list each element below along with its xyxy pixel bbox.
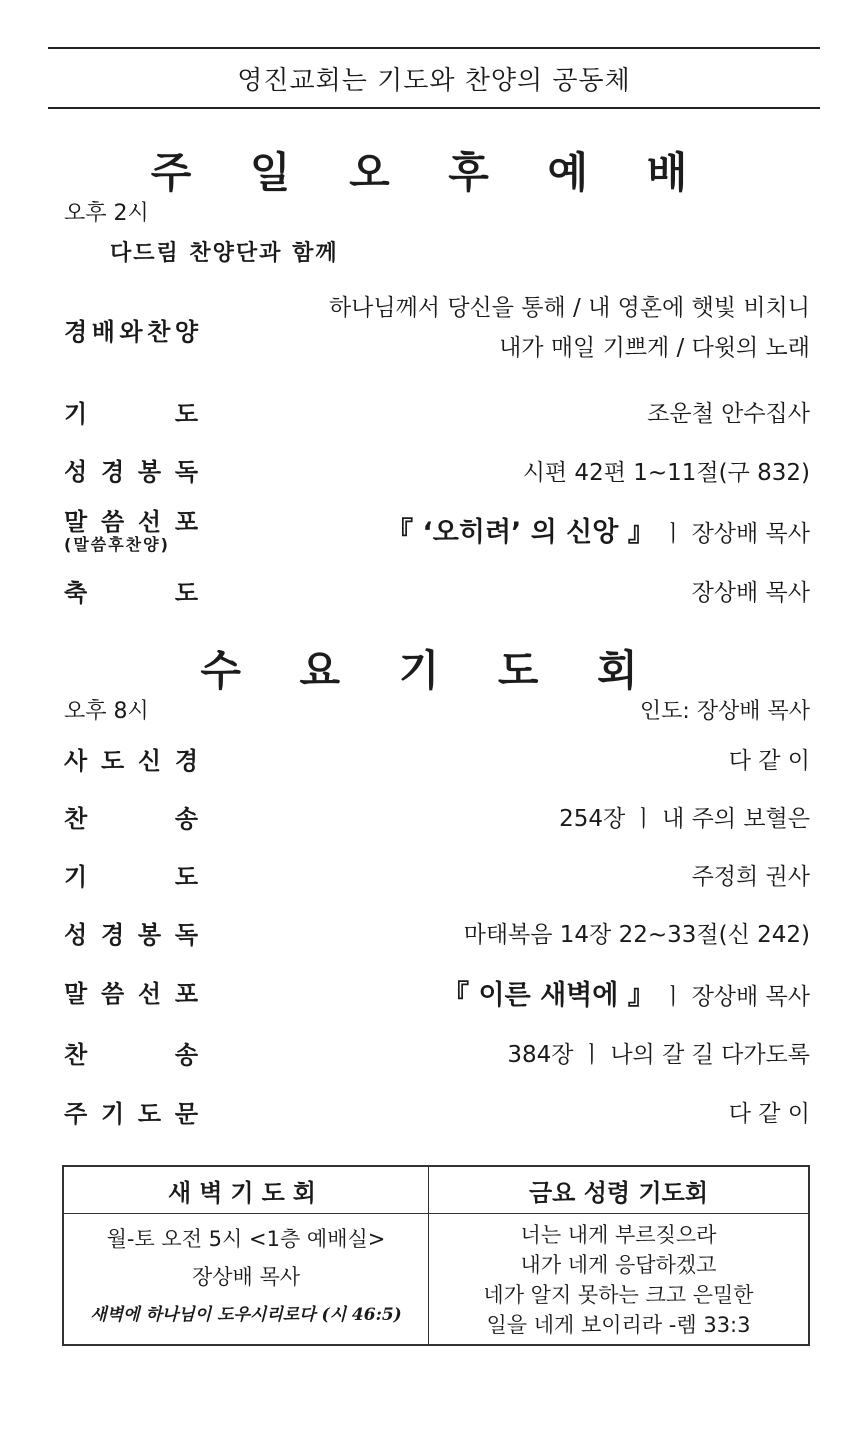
header-text: 영진교회는 기도와 찬양의 공동체 bbox=[237, 65, 631, 96]
label-scripture-2-char-0: 성 bbox=[64, 921, 88, 949]
label-benediction-char-1: 도 bbox=[174, 579, 198, 607]
label-hymn-1 bbox=[64, 799, 198, 834]
label-praise-char-3: 찬 bbox=[147, 318, 171, 346]
label-prayer-2 bbox=[64, 857, 198, 892]
scripture-value: 시편 42편 1~11절(구 832) bbox=[522, 460, 810, 486]
label-prayer-2-char-1: 도 bbox=[174, 863, 198, 891]
label-sermon-2 bbox=[64, 974, 198, 1009]
hymn-1-value: 254장 ㅣ 내 주의 보혈은 bbox=[559, 806, 810, 832]
label-creed-char-2: 신 bbox=[137, 747, 162, 775]
creed-value: 다 같 이 bbox=[728, 748, 810, 774]
label-hymn-2-char-1: 송 bbox=[174, 1041, 198, 1069]
dawn-verse: 새벽에 하나님이 도우시리로다 (시 46:5) bbox=[90, 1305, 402, 1325]
label-sermon-2-char-1: 씀 bbox=[100, 980, 125, 1008]
prayer-2-value: 주정희 권사 bbox=[691, 864, 810, 890]
label-sermon-2-char-0: 말 bbox=[64, 980, 88, 1008]
label-praise-char-0: 경 bbox=[64, 318, 88, 346]
label-hymn-1-char-1: 송 bbox=[174, 805, 198, 833]
label-sermon-char-2: 선 bbox=[137, 508, 162, 536]
dawn-schedule: 월-토 오전 5시 <1층 예배실> bbox=[106, 1227, 386, 1251]
label-scripture-2-char-3: 독 bbox=[174, 921, 198, 949]
label-praise-char-4: 양 bbox=[174, 318, 198, 346]
friday-prayer-title: 금요 성령 기도회 bbox=[529, 1178, 708, 1207]
sunday-title: 주 일 오 후 예 배 bbox=[150, 148, 710, 197]
label-sermon-char-3: 포 bbox=[174, 508, 198, 536]
label-praise-char-1: 배 bbox=[91, 318, 115, 346]
scripture-2-value: 마태복음 14장 22~33절(신 242) bbox=[463, 922, 810, 948]
label-scripture-char-1: 경 bbox=[100, 458, 125, 486]
friday-prayer-verse bbox=[429, 1214, 810, 1346]
label-scripture-char-0: 성 bbox=[64, 458, 88, 486]
label-creed-char-3: 경 bbox=[174, 747, 198, 775]
label-creed-char-1: 도 bbox=[100, 747, 125, 775]
friday-verse-line-2: 내가 네게 응답하겠고 bbox=[520, 1253, 717, 1277]
friday-verse-line-1: 너는 내게 부르짖으라 bbox=[520, 1223, 717, 1247]
friday-prayer-header bbox=[429, 1166, 810, 1214]
label-sermon-note: (말씀후찬양) bbox=[64, 535, 170, 554]
label-lords-prayer-char-0: 주 bbox=[64, 1100, 88, 1128]
friday-verse-line-3: 네가 알지 못하는 크고 은밀한 bbox=[483, 1283, 754, 1307]
label-sermon-2-char-3: 포 bbox=[174, 980, 198, 1008]
label-lords-prayer-char-1: 기 bbox=[100, 1100, 125, 1128]
sermon-2-line bbox=[442, 973, 810, 1012]
sunday-time: 오후 2시 bbox=[64, 201, 149, 226]
label-lords-prayer-char-2: 도 bbox=[137, 1100, 162, 1128]
label-scripture-2-char-2: 봉 bbox=[137, 921, 162, 949]
prayer-meetings-table bbox=[62, 1165, 810, 1346]
sunday-subtitle: 다드림 찬양단과 함께 bbox=[110, 241, 339, 266]
label-prayer bbox=[64, 394, 198, 429]
wednesday-time: 오후 8시 bbox=[64, 699, 149, 724]
praise-line-1: 하나님께서 당신을 통해 / 내 영혼에 햇빛 비치니 bbox=[328, 295, 810, 321]
dawn-leader: 장상배 목사 bbox=[191, 1265, 301, 1289]
label-prayer-char-1: 도 bbox=[174, 400, 198, 428]
label-sermon-char-1: 씀 bbox=[100, 508, 125, 536]
label-scripture-2 bbox=[64, 915, 198, 950]
label-hymn-2-char-0: 찬 bbox=[64, 1041, 88, 1069]
label-lords-prayer-char-3: 문 bbox=[174, 1100, 198, 1128]
dawn-prayer-header bbox=[63, 1166, 429, 1214]
label-lords-prayer bbox=[64, 1094, 198, 1129]
sermon-2-title: 『 이른 새벽에 』 bbox=[442, 980, 655, 1011]
label-scripture-char-3: 독 bbox=[174, 458, 198, 486]
prayer-value: 조운철 안수집사 bbox=[647, 401, 810, 427]
label-sermon-char-0: 말 bbox=[64, 508, 88, 536]
friday-verse-line-4: 일을 네게 보이리라 -렘 33:3 bbox=[486, 1313, 751, 1337]
hymn-2-value: 384장 ㅣ 나의 갈 길 다가도록 bbox=[507, 1042, 810, 1068]
sermon-2-preacher: 장상배 목사 bbox=[691, 984, 810, 1010]
praise-songs bbox=[329, 288, 810, 368]
label-hymn-2 bbox=[64, 1035, 198, 1070]
sermon-title: 『 ‘오히려’ 의 신앙 』 bbox=[386, 517, 655, 548]
label-creed bbox=[64, 741, 198, 776]
label-scripture bbox=[64, 452, 198, 487]
sermon-line bbox=[386, 510, 810, 549]
label-hymn-1-char-0: 찬 bbox=[64, 805, 88, 833]
wednesday-leader: 인도: 장상배 목사 bbox=[639, 699, 810, 724]
label-scripture-2-char-1: 경 bbox=[100, 921, 125, 949]
label-praise bbox=[64, 312, 198, 347]
label-sermon-2-char-2: 선 bbox=[137, 980, 162, 1008]
sermon-2-separator: ㅣ bbox=[662, 984, 685, 1010]
lords-prayer-value: 다 같 이 bbox=[728, 1101, 810, 1127]
sermon-preacher: 장상배 목사 bbox=[691, 521, 810, 547]
sermon-separator: ㅣ bbox=[662, 521, 685, 547]
wednesday-title: 수 요 기 도 회 bbox=[200, 646, 660, 695]
header-banner bbox=[48, 47, 820, 109]
dawn-prayer-title: 새벽기도회 bbox=[168, 1178, 324, 1207]
label-creed-char-0: 사 bbox=[64, 747, 88, 775]
benediction-value: 장상배 목사 bbox=[691, 580, 810, 606]
label-benediction bbox=[64, 573, 198, 608]
label-prayer-char-0: 기 bbox=[64, 400, 88, 428]
dawn-prayer-info bbox=[63, 1214, 429, 1346]
praise-line-2: 내가 매일 기쁘게 / 다윗의 노래 bbox=[499, 335, 810, 361]
label-benediction-char-0: 축 bbox=[64, 579, 88, 607]
label-prayer-2-char-0: 기 bbox=[64, 863, 88, 891]
label-praise-char-2: 와 bbox=[119, 318, 143, 346]
label-scripture-char-2: 봉 bbox=[137, 458, 162, 486]
